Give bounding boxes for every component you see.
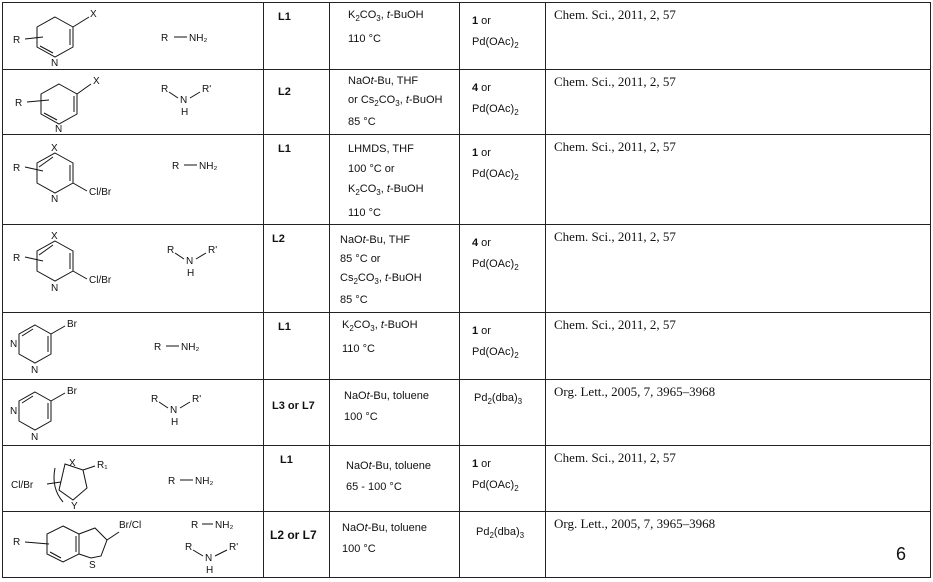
nitrogen-label: N — [51, 194, 59, 205]
text-line: NaOt-Bu, toluene — [346, 460, 432, 472]
table-row — [3, 313, 931, 380]
ligand-cell — [264, 3, 330, 70]
nitrogen-1-label: N — [10, 406, 18, 417]
amine-n-label: N — [180, 95, 188, 106]
reference-text: Chem. Sci., 2011, 2, 57 — [554, 7, 676, 22]
halide-label: Cl/Br — [89, 275, 112, 286]
text-line: 100 °C — [342, 543, 376, 555]
text-line: 1 or — [472, 325, 491, 337]
catalyst-cell — [460, 446, 546, 512]
text-line: 4 or — [472, 82, 491, 94]
reference-cell — [546, 313, 931, 380]
amine-r-label: R — [168, 476, 176, 487]
text-line: 4 or — [472, 237, 491, 249]
text-line: 110 °C — [342, 343, 375, 356]
reaction-table — [2, 2, 931, 578]
x-label: X — [93, 76, 100, 87]
amine-structure — [3, 70, 264, 134]
reference-cell — [546, 135, 931, 225]
text-line: $Pd(OAc)_2$ — [472, 346, 519, 361]
nitrogen-label: N — [55, 124, 63, 134]
conditions-text — [330, 225, 459, 310]
catalyst-text — [460, 446, 545, 499]
ligand-cell — [264, 380, 330, 446]
ligand-text: L1 — [278, 11, 291, 23]
amine-r-label: R — [191, 520, 199, 531]
text-line: 110 °C — [348, 207, 381, 220]
text-line: $K_2CO_3$, t-BuOH — [342, 319, 418, 334]
text-line: 1 or — [472, 458, 491, 470]
amine-r-prime-label: R' — [192, 394, 202, 405]
text-line: 1 or — [472, 147, 491, 159]
text-line: $Pd(OAc)_2$ — [472, 103, 519, 118]
catalyst-text — [460, 380, 545, 412]
text-line: $Pd_2(dba)_3$ — [474, 392, 523, 407]
conditions-text — [330, 313, 459, 360]
amine-h-label: H — [206, 565, 214, 576]
text-line: 100 °C — [344, 411, 378, 423]
conditions-text — [330, 380, 459, 428]
amine-r-label: R — [161, 33, 169, 44]
conditions-text — [330, 446, 459, 498]
amine-nh2-label: NH₂ — [189, 33, 208, 44]
reference-text: Org. Lett., 2005, 7, 3965–3968 — [554, 516, 716, 531]
amine-r-prime-label: R' — [208, 245, 218, 256]
ligand-text: L1 — [280, 454, 293, 466]
nitrogen-1-label: N — [10, 339, 18, 350]
text-line: $Cs_2CO_3$, t-BuOH — [340, 272, 422, 287]
conditions-cell — [330, 313, 460, 380]
amine-r-label: R — [151, 394, 159, 405]
amine-structure — [3, 135, 264, 224]
conditions-cell — [330, 380, 460, 446]
structure-cell — [3, 446, 264, 512]
ligand-text: L2 or L7 — [270, 528, 317, 542]
reference-cell — [546, 70, 931, 135]
r-group-label: R — [13, 35, 21, 46]
catalyst-text — [460, 135, 545, 188]
reference-cell — [546, 225, 931, 313]
text-line: $Pd(OAc)_2$ — [472, 36, 519, 51]
x-label: X — [51, 143, 58, 154]
amine-structure — [3, 3, 264, 69]
text-line: NaOt-Bu, toluene — [344, 390, 430, 402]
catalyst-text — [460, 313, 545, 366]
amine-nh2-label: NH₂ — [215, 520, 234, 531]
text-line: NaOt-Bu, toluene — [342, 522, 428, 534]
table-row — [3, 135, 931, 225]
reference-cell — [546, 446, 931, 512]
halide-label: Cl/Br — [11, 480, 34, 491]
text-line: 100 °C or — [348, 163, 395, 175]
nitrogen-label: N — [51, 58, 59, 69]
conditions-cell — [330, 70, 460, 135]
amine-structure — [3, 380, 264, 445]
text-line: NaOt-Bu, THF — [340, 234, 411, 246]
conditions-cell — [330, 135, 460, 225]
conditions-cell — [330, 446, 460, 512]
catalyst-cell — [460, 70, 546, 135]
reference-text: Org. Lett., 2005, 7, 3965–3968 — [554, 384, 716, 399]
structure-cell — [3, 512, 264, 578]
reference-cell — [546, 512, 931, 578]
conditions-text — [330, 3, 459, 50]
amine-nh2-label: NH₂ — [181, 342, 200, 353]
r-group-label: R — [13, 163, 21, 174]
text-line: $K_2CO_3$, t-BuOH — [348, 9, 424, 24]
nitrogen-3-label: N — [31, 432, 39, 443]
catalyst-cell — [460, 512, 546, 578]
amine-h-label: H — [187, 268, 195, 279]
reference-text: Chem. Sci., 2011, 2, 57 — [554, 229, 676, 244]
table-row — [3, 225, 931, 313]
text-line: LHMDS, THF — [348, 143, 414, 155]
text-line: 65 - 100 °C — [346, 481, 402, 493]
catalyst-cell — [460, 225, 546, 313]
ligand-cell — [264, 70, 330, 135]
catalyst-text — [460, 225, 545, 278]
reference-cell — [546, 3, 931, 70]
amine-r-label: R — [172, 161, 180, 172]
amine-structure — [3, 313, 264, 379]
conditions-text — [330, 70, 459, 132]
ligand-cell — [264, 446, 330, 512]
conditions-cell — [330, 3, 460, 70]
r-group-label: R — [13, 253, 21, 264]
reference-text: Chem. Sci., 2011, 2, 57 — [554, 139, 676, 154]
text-line: 1 or — [472, 15, 491, 27]
catalyst-cell — [460, 380, 546, 446]
amine-r-prime-label: R' — [229, 542, 239, 553]
text-line: $Pd(OAc)_2$ — [472, 479, 519, 494]
amine-structure — [3, 225, 264, 312]
ligand-text: L2 — [272, 233, 285, 245]
structure-cell — [3, 135, 264, 225]
amine-r-label: R — [161, 84, 169, 95]
r-group-label: R — [15, 98, 23, 109]
x-label: X — [69, 458, 76, 469]
conditions-cell — [330, 225, 460, 313]
ligand-cell — [264, 135, 330, 225]
reference-text: Chem. Sci., 2011, 2, 57 — [554, 450, 676, 465]
structure-cell — [3, 313, 264, 380]
text-line: $Pd(OAc)_2$ — [472, 168, 519, 183]
amine-nh2-label: NH₂ — [195, 476, 214, 487]
table-row — [3, 3, 931, 70]
reference-text: Chem. Sci., 2011, 2, 57 — [554, 317, 676, 332]
text-line: or $Cs_2CO_3$, t-BuOH — [348, 94, 443, 109]
amine-h-label: H — [181, 107, 189, 118]
amine-r-label: R — [154, 342, 162, 353]
amine-n-label: N — [205, 553, 213, 564]
x-label: X — [90, 9, 97, 20]
structure-cell — [3, 70, 264, 135]
amine-structure — [3, 446, 264, 511]
bromo-label: Br — [67, 319, 77, 330]
ligand-cell — [264, 225, 330, 313]
ligand-cell — [264, 512, 330, 578]
y-label: Y — [71, 501, 78, 511]
amine-n-label: N — [186, 256, 194, 267]
text-line: $Pd(OAc)_2$ — [472, 258, 519, 273]
amine-structure — [3, 512, 264, 577]
amine-r-label: R — [167, 245, 175, 256]
table-row — [3, 512, 931, 578]
halide-label: Br/Cl — [119, 520, 142, 531]
ligand-cell — [264, 313, 330, 380]
catalyst-text — [460, 512, 545, 546]
text-line: $K_2CO_3$, t-BuOH — [348, 183, 424, 198]
table-row — [3, 446, 931, 512]
catalyst-cell — [460, 313, 546, 380]
ligand-text: L1 — [278, 321, 291, 333]
text-line: $Pd_2(dba)_3$ — [476, 526, 525, 541]
catalyst-cell — [460, 3, 546, 70]
conditions-cell — [330, 512, 460, 578]
sulfur-label: S — [89, 560, 96, 571]
nitrogen-label: N — [51, 283, 59, 294]
r1-label: R₁ — [97, 460, 108, 471]
reference-cell — [546, 380, 931, 446]
amine-r-label: R — [185, 542, 193, 553]
structure-cell — [3, 380, 264, 446]
text-line: 110 °C — [348, 33, 381, 46]
bromo-label: Br — [67, 386, 77, 397]
table-row — [3, 70, 931, 135]
catalyst-text — [460, 3, 545, 56]
page-number: 6 — [895, 544, 906, 564]
r-group-label: R — [13, 537, 21, 548]
text-line: 85 °C — [348, 116, 376, 129]
conditions-text — [330, 135, 459, 223]
amine-r-prime-label: R' — [202, 84, 212, 95]
amine-h-label: H — [171, 417, 179, 428]
text-line: NaOt-Bu, THF — [348, 75, 419, 87]
catalyst-cell — [460, 135, 546, 225]
nitrogen-3-label: N — [31, 365, 39, 376]
table-row — [3, 380, 931, 446]
amine-nh2-label: NH₂ — [199, 161, 218, 172]
halide-label: Cl/Br — [89, 187, 112, 198]
structure-cell — [3, 3, 264, 70]
text-line: 85 °C — [340, 294, 368, 307]
x-label: X — [51, 231, 58, 242]
text-line: 85 °C or — [340, 253, 381, 265]
structure-cell — [3, 225, 264, 313]
catalyst-text — [460, 70, 545, 123]
amine-n-label: N — [170, 405, 178, 416]
reference-text: Chem. Sci., 2011, 2, 57 — [554, 74, 676, 89]
conditions-text — [330, 512, 459, 560]
ligand-text: L3 or L7 — [272, 400, 315, 412]
ligand-text: L2 — [278, 86, 291, 98]
ligand-text: L1 — [278, 143, 291, 155]
